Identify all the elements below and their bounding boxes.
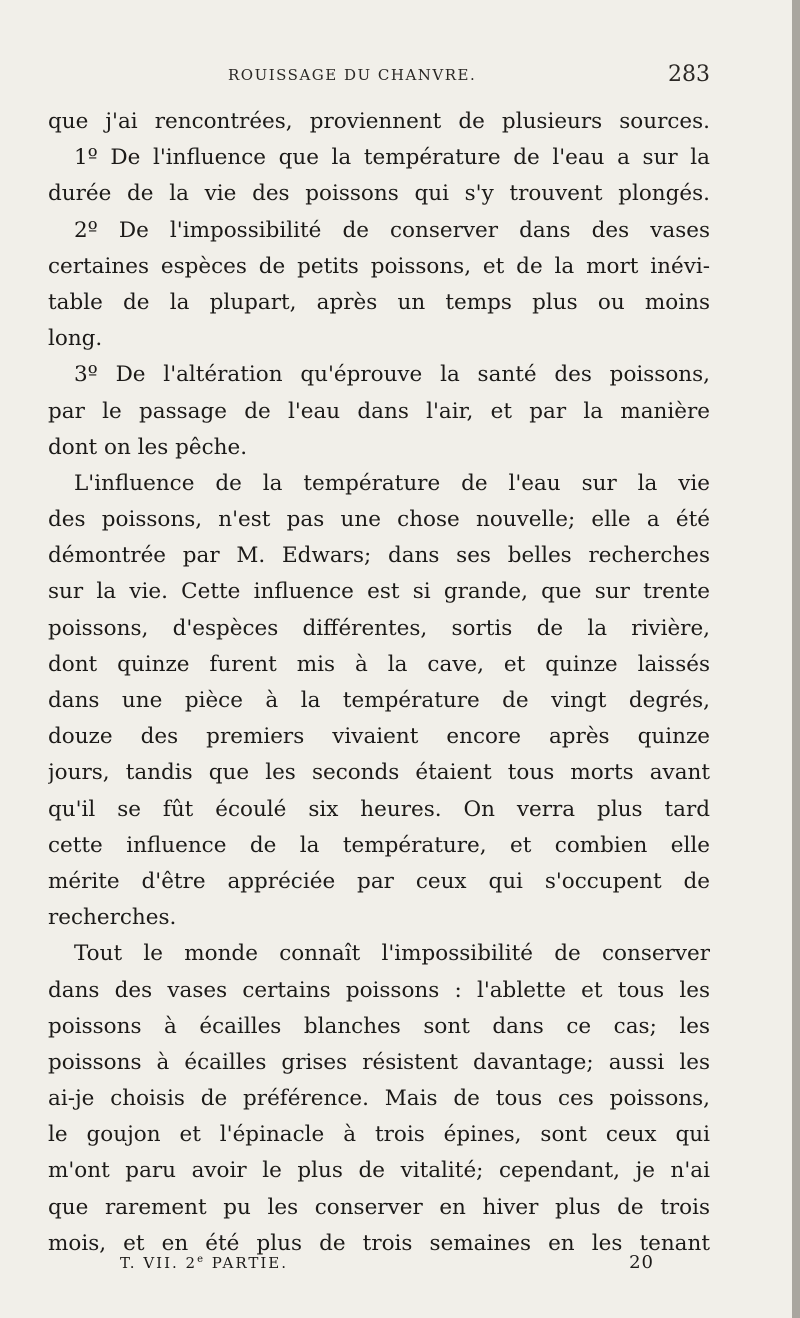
signature-mark xyxy=(120,1254,288,1272)
text-line: 2º De l'impossibilité de conserver dans des vases xyxy=(74,217,710,243)
text-line: durée de la vie des poissons qui s'y trouvent plongés. xyxy=(48,181,710,207)
text-line: des poissons, n'est pas une chose nouvelle; elle a été xyxy=(48,507,710,533)
running-head xyxy=(48,62,710,90)
text-line: ai-je choisis de préférence. Mais de tous ces poissons, xyxy=(48,1086,710,1112)
text-line: poissons à écailles blanches sont dans ce cas; les xyxy=(48,1013,710,1039)
text-line: qu'il se fût écoulé six heures. On verra plus tard xyxy=(48,796,710,822)
text-line: Tout le monde connaît l'impossibilité de conserver xyxy=(74,941,710,967)
text-line: démontrée par M. Edwars; dans ses belles recherches xyxy=(48,543,710,569)
text-line: L'influence de la température de l'eau sur la vie xyxy=(74,470,710,496)
text-line: mois, et en été plus de trois semaines en les tenant xyxy=(48,1230,710,1256)
text-line: recherches. xyxy=(48,905,177,931)
text-line: table de la plupart, après un temps plus ou moins xyxy=(48,289,710,315)
body-text xyxy=(48,104,710,1262)
page-number: 283 xyxy=(668,62,710,87)
text-line: mérite d'être appréciée par ceux qui s'occupent de xyxy=(48,868,710,894)
text-line: m'ont paru avoir le plus de vitalité; cependant, je n'ai xyxy=(48,1158,710,1184)
page-edge xyxy=(792,0,800,1318)
text-line: dont quinze furent mis à la cave, et quinze laissés xyxy=(48,651,710,677)
text-line: que j'ai rencontrées, proviennent de plusieurs sources. xyxy=(48,109,710,134)
text-line: 3º De l'altération qu'éprouve la santé des poissons, xyxy=(74,362,710,388)
text-line: par le passage de l'eau dans l'air, et par la manière xyxy=(48,398,710,424)
text-line: dont on les pêche. xyxy=(48,434,248,460)
text-line: cette influence de la température, et combien elle xyxy=(48,832,710,858)
footer xyxy=(120,1254,654,1278)
text-line: dans une pièce à la température de vingt degrés, xyxy=(48,688,710,713)
text-line: 1º De l'influence que la température de l'eau a sur la xyxy=(74,145,710,171)
text-line: douze des premiers vivaient encore après quinze xyxy=(48,724,710,750)
signature-volume: T. VII. 2 xyxy=(120,1254,198,1272)
text-line: long. xyxy=(48,326,103,352)
text-line: sur la vie. Cette influence est si grande, que sur trente xyxy=(48,579,710,605)
text-line: poissons, d'espèces différentes, sortis de la rivière, xyxy=(48,615,710,641)
text-line: dans des vases certains poissons : l'ablette et tous les xyxy=(48,977,710,1003)
text-line: que rarement pu les conserver en hiver plus de trois xyxy=(48,1194,710,1220)
text-line: le goujon et l'épinacle à trois épines, sont ceux qui xyxy=(48,1122,710,1148)
text-line: jours, tandis que les seconds étaient tous morts avant xyxy=(48,760,710,786)
text-line: certaines espèces de petits poissons, et de la mort inévi- xyxy=(48,253,710,279)
text-line: poissons à écailles grises résistent davantage; aussi les xyxy=(48,1049,710,1075)
signature-part: PARTIE. xyxy=(205,1254,289,1272)
running-head-title: ROUISSAGE DU CHANVRE. xyxy=(228,66,477,84)
sheet-number: 20 xyxy=(629,1252,654,1273)
signature-superscript: e xyxy=(197,1254,206,1265)
